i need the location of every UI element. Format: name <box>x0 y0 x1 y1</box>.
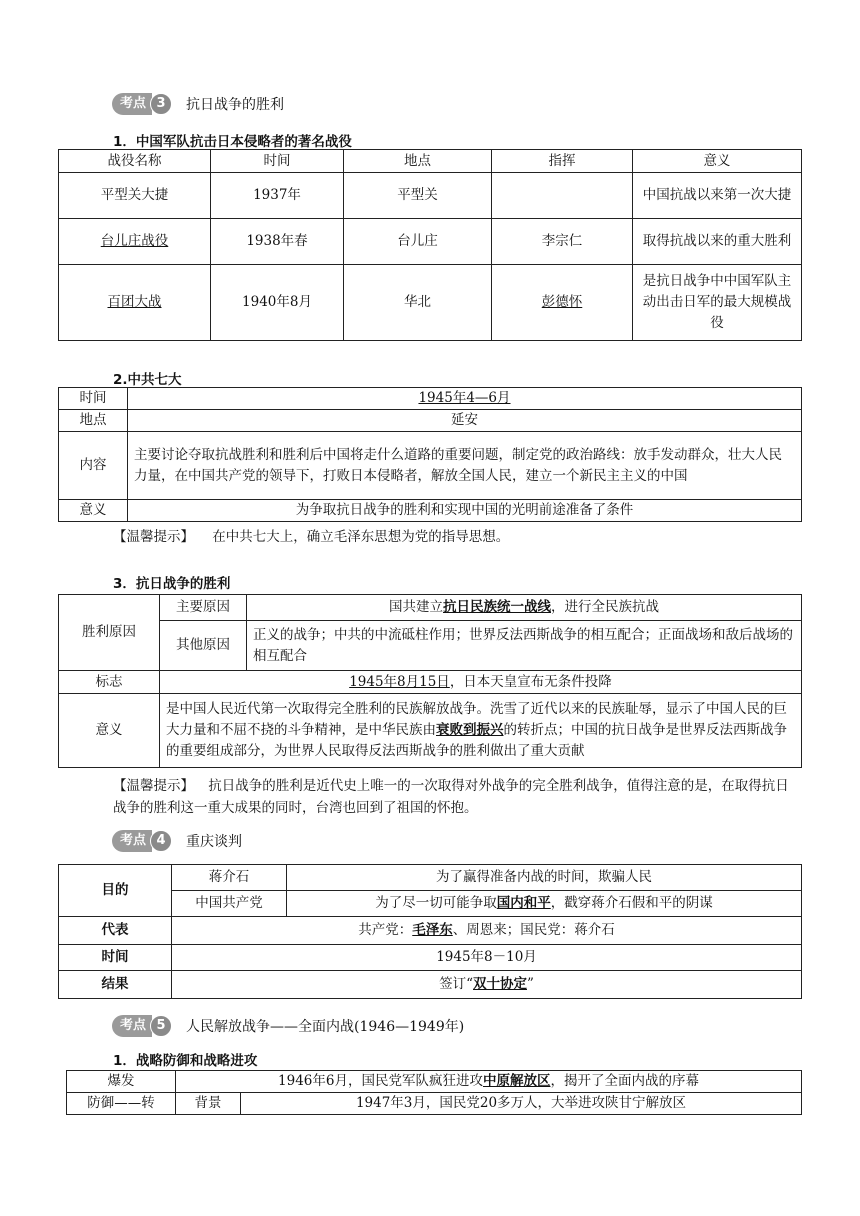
battle-name: 百团大战 <box>59 265 211 341</box>
sub-label: 背景 <box>176 1093 241 1115</box>
table-row <box>59 388 802 410</box>
row-label: 代表 <box>59 917 172 945</box>
header-cell: 指挥 <box>492 150 633 173</box>
congress-content: 主要讨论夺取抗战胜利和胜利后中国将走什么道路的重要问题，制定党的政治路线：放手发动群众，壮大人民力量，在中国共产党的领导下，打败日本侵略者，解放全国人民，建立一个新民主主义的中国 <box>128 432 802 500</box>
congress-time: 1945年4—6月 <box>128 388 802 410</box>
table-row <box>59 595 802 621</box>
row-label: 防御——转 <box>67 1093 176 1115</box>
text-part: 共产党： <box>358 922 413 938</box>
text-underlined: 抗日民族统一战线 <box>443 599 551 615</box>
table-row <box>59 410 802 432</box>
jiang-purpose: 为了赢得准备内战的时间，欺骗人民 <box>287 865 802 891</box>
text-part: 的转折点；中国的抗日战争是世界反法西斯战争的重要组成部分，为世界人民取得反法西斯战争的胜利做出了重大贡献 <box>166 722 787 759</box>
text-underlined: 毛泽东 <box>412 922 453 938</box>
main-reason <box>247 595 802 621</box>
section-badge-3 <box>112 93 284 115</box>
battle-time: 1938年春 <box>211 219 344 265</box>
row-label: 结果 <box>59 971 172 999</box>
section-heading-strategy: 1．战略防御和战略进攻 <box>113 1053 258 1069</box>
text-part: ，揭开了全面内战的序幕 <box>550 1073 699 1089</box>
text-part: ，进行全民族抗战 <box>551 599 659 615</box>
text-part: ” <box>527 976 534 992</box>
row-label: 时间 <box>59 388 128 410</box>
table-row <box>59 917 802 945</box>
battles-table <box>58 149 802 341</box>
table-row <box>67 1093 802 1115</box>
row-label: 意义 <box>59 500 128 522</box>
row-label: 时间 <box>59 945 172 971</box>
tip-text: 在中共七大上，确立毛泽东思想为党的指导思想。 <box>212 529 510 545</box>
badge-number: 5 <box>150 1015 172 1037</box>
text-part: 是中国人民近代第一次取得完全胜利的民族解放战争。洗雪了近代以来的民族耻辱，显示了中国人民的巨大力量和不屈不挠的斗争精神，是中华民族由 <box>166 701 787 738</box>
table-row <box>59 945 802 971</box>
badge-number: 4 <box>150 830 172 852</box>
text-underlined: 双十协定 <box>473 976 527 992</box>
row-label: 爆发 <box>67 1071 176 1093</box>
sub-label: 中国共产党 <box>172 891 287 917</box>
section-title: 人民解放战争——全面内战(1946—1949年) <box>186 1019 465 1035</box>
battle-meaning: 是抗日战争中中国军队主动出击日军的最大规模战役 <box>633 265 802 341</box>
badge-label: 考点 <box>112 1015 152 1037</box>
battle-meaning: 取得抗战以来的重大胜利 <box>633 219 802 265</box>
badge-number: 3 <box>150 93 172 115</box>
outbreak-value <box>176 1071 802 1093</box>
section-heading-7th-congress: 2.中共七大 <box>113 372 182 388</box>
victory-sign <box>160 671 802 694</box>
table-row <box>59 621 802 671</box>
table-row <box>59 694 802 768</box>
tip-label: 【温馨提示】 <box>113 778 194 794</box>
chongqing-table <box>58 864 802 999</box>
congress-table <box>58 387 802 522</box>
representatives <box>172 917 802 945</box>
tip-text: 抗日战争的胜利是近代史上唯一的一次取得对外战争的完全胜利战争，值得注意的是，在取得抗日战争的胜利这一重大成果的同时，台湾也回到了祖国的怀抱。 <box>113 778 789 816</box>
section-heading-victory: 3．抗日战争的胜利 <box>113 576 231 592</box>
battle-time: 1940年8月 <box>211 265 344 341</box>
victory-meaning <box>160 694 802 768</box>
section-badge-4 <box>112 830 242 852</box>
table-row <box>67 1071 802 1093</box>
background-value: 1947年3月，国民党20多万人，大举进攻陕甘宁解放区 <box>241 1093 802 1115</box>
congress-place: 延安 <box>128 410 802 432</box>
table-header-row <box>59 150 802 173</box>
tip-victory <box>113 775 793 819</box>
header-cell: 时间 <box>211 150 344 173</box>
text-part: 签订“ <box>439 976 473 992</box>
ccp-purpose <box>287 891 802 917</box>
row-label: 目的 <box>59 865 172 917</box>
table-row <box>59 971 802 999</box>
text-part: ，日本天皇宣布无条件投降 <box>449 673 612 690</box>
section-badge-5 <box>112 1015 464 1037</box>
strategy-table <box>66 1070 802 1115</box>
header-cell: 战役名称 <box>59 150 211 173</box>
text-part: ，戳穿蒋介石假和平的阴谋 <box>550 895 713 911</box>
row-label: 内容 <box>59 432 128 500</box>
tip-label: 【温馨提示】 <box>113 529 194 545</box>
row-label: 意义 <box>59 694 160 768</box>
table-row <box>59 865 802 891</box>
table-row <box>59 432 802 500</box>
battle-place: 台儿庄 <box>344 219 492 265</box>
sub-label: 蒋介石 <box>172 865 287 891</box>
section-title: 抗日战争的胜利 <box>186 97 285 113</box>
header-cell: 意义 <box>633 150 802 173</box>
victory-table <box>58 594 802 768</box>
text-part: 、周恩来；国民党：蒋介石 <box>452 922 615 938</box>
congress-meaning: 为争取抗日战争的胜利和实现中国的光明前途准备了条件 <box>128 500 802 522</box>
row-label: 标志 <box>59 671 160 694</box>
battle-commander <box>492 173 633 219</box>
text-part: 为了尽一切可能争取 <box>375 895 497 911</box>
battle-time: 1937年 <box>211 173 344 219</box>
text-underlined: 中原解放区 <box>482 1073 551 1089</box>
battle-name: 平型关大捷 <box>59 173 211 219</box>
row-label: 地点 <box>59 410 128 432</box>
text-underlined: 1945年8月15日 <box>349 673 450 690</box>
other-reason: 正义的战争；中共的中流砥柱作用；世界反法西斯战争的相互配合；正面战场和敌后战场的相互配合 <box>247 621 802 671</box>
table-row <box>59 219 802 265</box>
section-heading-battles: 1．中国军队抗击日本侵略者的著名战役 <box>113 134 352 150</box>
sub-label: 其他原因 <box>160 621 247 671</box>
table-row <box>59 173 802 219</box>
table-row <box>59 265 802 341</box>
battle-place: 平型关 <box>344 173 492 219</box>
battle-place: 华北 <box>344 265 492 341</box>
table-row <box>59 671 802 694</box>
battle-meaning: 中国抗战以来第一次大捷 <box>633 173 802 219</box>
table-row <box>59 500 802 522</box>
text-part: 1946年6月，国民党军队疯狂进攻 <box>278 1073 483 1089</box>
talks-result <box>172 971 802 999</box>
row-label: 胜利原因 <box>59 595 160 671</box>
badge-label: 考点 <box>112 93 152 115</box>
battle-commander: 李宗仁 <box>492 219 633 265</box>
text-underlined: 衰败到振兴 <box>436 722 504 738</box>
battle-commander: 彭德怀 <box>492 265 633 341</box>
section-title: 重庆谈判 <box>186 834 243 850</box>
text-part: 国共建立 <box>389 599 443 615</box>
header-cell: 地点 <box>344 150 492 173</box>
sub-label: 主要原因 <box>160 595 247 621</box>
tip-congress <box>113 526 509 548</box>
badge-label: 考点 <box>112 830 152 852</box>
text-underlined: 国内和平 <box>496 895 551 911</box>
talks-time: 1945年8－10月 <box>172 945 802 971</box>
battle-name: 台儿庄战役 <box>59 219 211 265</box>
